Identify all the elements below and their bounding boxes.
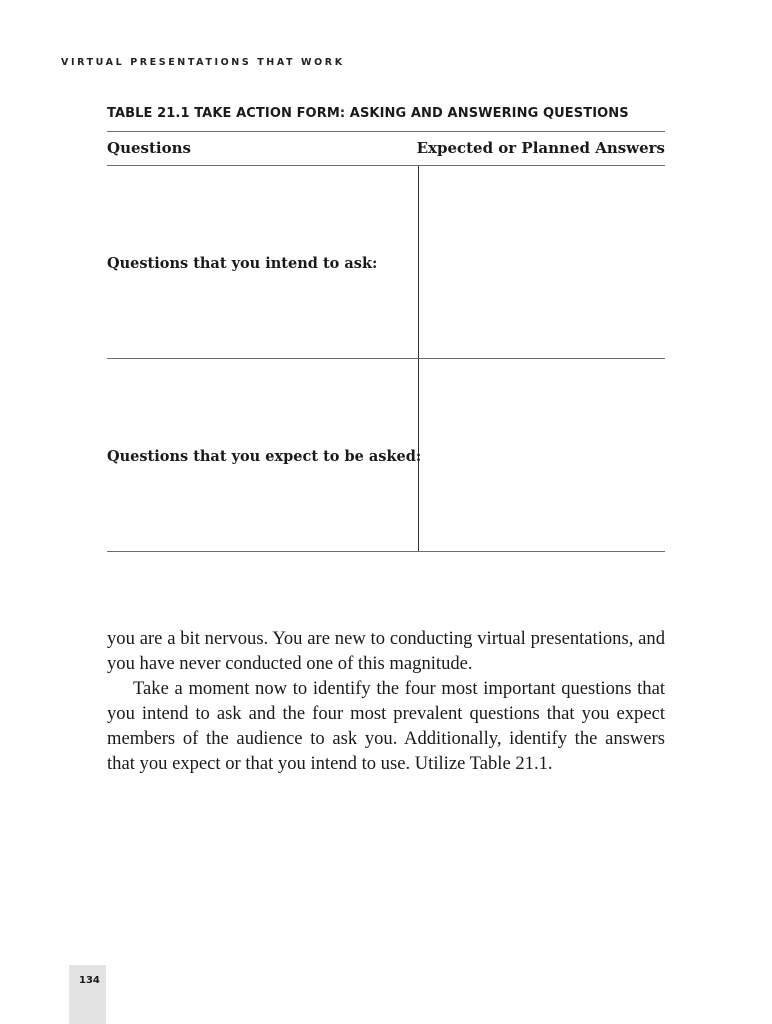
answer-cell — [425, 368, 660, 543]
body-text — [107, 626, 665, 776]
row-label-intend-to-ask: Questions that you intend to ask: — [107, 255, 378, 272]
header-bottom-rule — [107, 165, 665, 166]
paragraph: you are a bit nervous. You are new to conducting virtual presentations, and you have never conducted one of this magnitude. — [107, 628, 665, 674]
row-divider-rule — [107, 358, 665, 359]
page-number-tab — [69, 965, 106, 1024]
column-header-questions: Questions — [107, 139, 191, 157]
table-title: TABLE 21.1 TAKE ACTION FORM: ASKING AND ANSWERING QUESTIONS — [107, 106, 629, 121]
table-bottom-rule — [107, 551, 665, 552]
row-label-expect-to-be-asked: Questions that you expect to be asked: — [107, 448, 422, 465]
answer-cell — [425, 175, 660, 350]
column-header-answers: Expected or Planned Answers — [416, 139, 665, 157]
paragraph: Take a moment now to identify the four most important questions that you intend to ask and the four most prevalent questions that you expect members of the audience to ask you. Additionally, identify the answers that you expect or that you intend to use. Utilize Table 21.1. — [107, 678, 665, 774]
column-divider — [418, 166, 419, 359]
running-head: VIRTUAL PRESENTATIONS THAT WORK — [61, 57, 345, 68]
page-number: 134 — [79, 975, 100, 986]
table-top-rule — [107, 131, 665, 132]
